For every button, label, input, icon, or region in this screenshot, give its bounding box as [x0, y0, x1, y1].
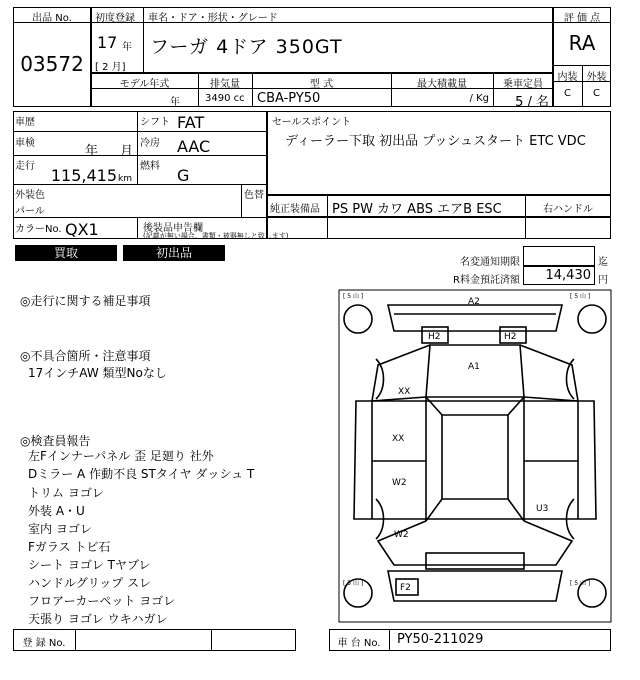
- tire-label: [ 5 山 ]: [343, 293, 364, 300]
- car-outline: [339, 290, 611, 622]
- chassis-value: PY50-211029: [397, 632, 484, 647]
- inspector-line: 外装 A・U: [28, 504, 85, 518]
- equipment-label: 純正装備品: [270, 204, 320, 215]
- damage-mark-h2: H2: [504, 332, 517, 342]
- transfer-deadline-unit: 迄: [598, 257, 608, 268]
- first-reg-year: 17: [97, 33, 118, 52]
- lot-number: 03572: [20, 52, 84, 76]
- damage-mark-w2: W2: [394, 530, 409, 540]
- damage-mark-u3: U3: [536, 504, 549, 514]
- buy-tag: 買取: [15, 245, 117, 261]
- transfer-deadline-box: [523, 246, 595, 266]
- transfer-deadline-label: 名変通知期限: [460, 257, 520, 268]
- inspector-line: 室内 ヨゴレ: [28, 522, 92, 536]
- first-reg-label: 初度登録: [95, 13, 135, 24]
- displacement-label: 排気量: [210, 79, 240, 90]
- defect-line: 17インチAW 類型Noなし: [28, 366, 167, 380]
- model-year-label: モデル年式: [119, 79, 170, 90]
- vehicle-name: フーガ 4ドア 350GT: [150, 36, 343, 58]
- tire-label: [ 5 山 ]: [570, 580, 591, 587]
- damage-mark-xx: XX: [398, 387, 411, 397]
- mileage-label: 走行: [15, 161, 35, 172]
- capacity-value: 5 / 名: [515, 95, 549, 110]
- tire-label: [ 5 山 ]: [343, 580, 364, 587]
- aftermarket-note: (記載が無い場合、書類・被器無しと致します): [143, 232, 289, 240]
- repaint-label: 色替: [244, 190, 264, 201]
- driving-notes-header: ◎走行に関する補足事項: [20, 294, 151, 308]
- mileage-unit: km: [118, 174, 132, 184]
- color-no-label: カラーNo.: [15, 224, 62, 235]
- inspector-line: トリム ヨゴレ: [28, 486, 104, 500]
- capacity-label: 乗車定員: [503, 79, 543, 90]
- equipment-items: PS PW カワ ABS エアB ESC: [332, 202, 502, 217]
- inspection-label: 車検: [15, 138, 35, 149]
- damage-mark-f2: F2: [400, 583, 411, 593]
- shift-value: FAT: [177, 113, 205, 132]
- displacement-value: 3490 cc: [205, 93, 245, 104]
- inspector-line: 天張り ヨゴレ ウキハガレ: [28, 612, 168, 626]
- fuel-value: G: [177, 166, 190, 185]
- inspector-header: ◎検査員報告: [20, 434, 91, 448]
- registration-label: 登 録 No.: [22, 638, 66, 649]
- damage-mark-xx: XX: [392, 434, 405, 444]
- damage-mark-h2: H2: [428, 332, 441, 342]
- chassis-label: 車 台 No.: [337, 638, 381, 649]
- exterior-label: 外装: [586, 72, 607, 83]
- interior-grade: C: [564, 88, 571, 99]
- shift-label: シフト: [140, 117, 170, 128]
- sales-point-label: セールスポイント: [272, 117, 352, 128]
- max-load-label: 最大積載量: [417, 79, 467, 90]
- damage-mark-a2: A2: [468, 297, 480, 307]
- defect-header: ◎不具合箇所・注意事項: [20, 349, 151, 363]
- evaluation-score: RA: [568, 31, 596, 55]
- recycle-fee-label: R料金預託済額: [453, 275, 520, 286]
- model-value: CBA-PY50: [257, 91, 321, 106]
- exterior-color-label: 外装色: [15, 190, 45, 201]
- ac-label: 冷房: [140, 138, 160, 149]
- sales-point-text: ディーラー下取 初出品 プッシュスタート ETC VDC: [285, 134, 586, 149]
- inspector-line: フロアーカーペット ヨゴレ: [28, 594, 176, 608]
- damage-mark-w2: W2: [392, 478, 407, 488]
- vehicle-label: 車名・ドア・形状・グレード: [148, 13, 278, 24]
- damage-diagram: [338, 289, 614, 625]
- recycle-fee-value: 14,430: [545, 268, 591, 283]
- damage-mark-a1: A1: [468, 362, 480, 372]
- first-listing-tag: 初出品: [123, 245, 225, 261]
- inspector-line: Dミラー A 作動不良 STタイヤ ダッシュ T: [28, 467, 255, 481]
- recycle-fee-unit: 円: [598, 275, 608, 286]
- first-reg-month: [ 2 月]: [95, 62, 126, 73]
- ac-value: AAC: [177, 137, 211, 156]
- aftermarket-box: [267, 217, 611, 239]
- tire-label: [ 5 山 ]: [570, 293, 591, 300]
- history-label: 車歴: [15, 117, 35, 128]
- model-label: 型 式: [309, 79, 334, 90]
- exterior-color-value: パール: [15, 206, 45, 217]
- inspector-line: Fガラス トビ石: [28, 540, 111, 554]
- inspector-line: シート ヨゴレ Tヤブレ: [28, 558, 151, 572]
- mileage-value: 115,415: [50, 166, 117, 185]
- max-load-value: / Kg: [469, 93, 489, 104]
- evaluation-label: 評 価 点: [563, 13, 601, 24]
- model-year-unit: 年: [170, 97, 180, 108]
- aftermarket-label: 後装品申告欄: [143, 223, 203, 234]
- first-reg-year-unit: 年: [122, 42, 132, 53]
- fuel-label: 燃料: [140, 161, 160, 172]
- inspection-value: 年 月: [85, 144, 134, 159]
- interior-label: 内装: [557, 72, 578, 83]
- inspector-line: 左Fインナーパネル 歪 足廻り 社外: [28, 449, 214, 463]
- color-no-value: QX1: [65, 220, 99, 239]
- inspector-line: ハンドルグリップ スレ: [28, 576, 152, 590]
- exterior-grade: C: [593, 88, 600, 99]
- lot-label: 出品 No.: [32, 13, 72, 24]
- handle-value: 右ハンドル: [543, 204, 593, 215]
